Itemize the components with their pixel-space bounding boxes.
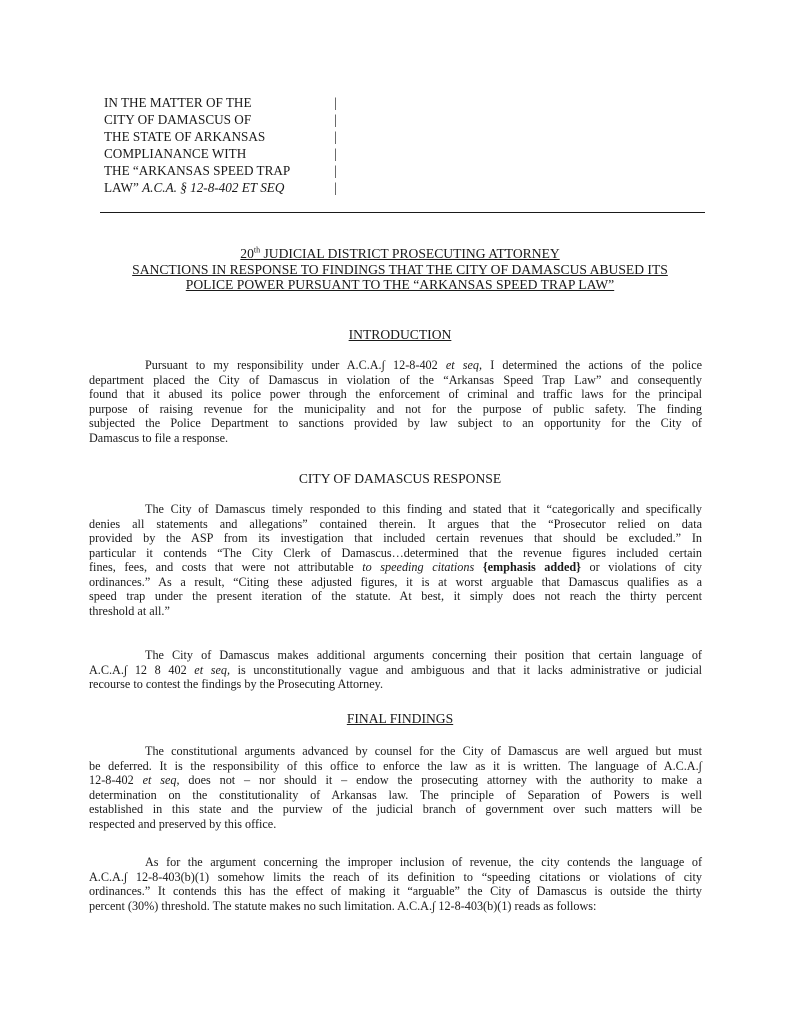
- paragraph-revenue: [89, 855, 702, 913]
- caption-law: LAW”: [104, 180, 139, 195]
- text-line: department placed the City of Damascus in violation of the “Arkansas Speed Trap Law” and consequently: [89, 372, 702, 387]
- text-line: A.C.A.∫ 12 8 402 et seq, is unconstitutionally vague and ambiguous and that it lacks administrative or judicial: [89, 662, 702, 677]
- text-line: determination on the constitutionality of Arkansas law. The principle of Separation of Powers is well: [89, 787, 702, 802]
- paragraph-response: [89, 502, 702, 618]
- section-findings-heading: FINAL FINDINGS: [346, 711, 454, 726]
- document-heading-line-1: [90, 246, 710, 261]
- text-line: The City of Damascus makes additional arguments concerning their position that certain language of: [145, 648, 702, 662]
- text-line: established in this state and the purview of the judicial branch of government over such matters will be: [89, 802, 702, 816]
- text-line: ordinances.” As a result, “Citing these adjusted figures, it is at worst arguable that Damascus qualifies as a: [89, 574, 702, 589]
- text-line: denies all statements and allegations” contained therein. It argues that the “Prosecutor relied on data: [89, 516, 702, 531]
- pipe-glyph: |: [334, 95, 337, 110]
- document-heading-line-3: POLICE POWER PURSUANT TO THE “ARKANSAS SPEED TRAP LAW”: [185, 277, 615, 292]
- caption-line: IN THE MATTER OF THE: [104, 95, 252, 110]
- case-caption: [104, 94, 319, 196]
- text-line: purpose of raising revenue for the municipality and not for the purpose of public safety. The finding: [89, 401, 702, 416]
- document-heading-line-2: SANCTIONS IN RESPONSE TO FINDINGS THAT THE CITY OF DAMASCUS ABUSED ITS: [132, 262, 668, 277]
- caption-line: CITY OF DAMASCUS OF: [104, 112, 252, 127]
- text-line: The City of Damascus timely responded to this finding and stated that it “categorically and specifically: [145, 502, 702, 516]
- paragraph-constitutional: [89, 744, 702, 831]
- heading-line-1-text: JUDICIAL DISTRICT PROSECUTING ATTORNEY: [260, 246, 560, 261]
- section-introduction-heading: INTRODUCTION: [348, 327, 452, 342]
- pipe-glyph: |: [334, 129, 337, 144]
- section-response-heading: CITY OF DAMASCUS RESPONSE: [298, 471, 502, 486]
- text-line: subjected the Police Department to sanctions provided by law subject to an opportunity for the City of: [89, 416, 702, 430]
- pipe-glyph: |: [334, 163, 337, 178]
- text-line: particular it contends “The City Clerk of Damascus…determined that the revenue figures included certain: [89, 545, 702, 560]
- text-line: be deferred. It is the responsibility of this office to enforce the law as it is written. The language of A.C.A.∫: [89, 758, 702, 773]
- pipe-glyph: |: [334, 146, 337, 161]
- heading-ordinal: th: [253, 245, 261, 255]
- text-line: recourse to contest the findings by the Prosecuting Attorney.: [89, 677, 384, 691]
- text-line: fines, fees, and costs that were not attributable to speeding citations {emphasis added} or violations of city: [89, 560, 703, 574]
- caption-divider: [334, 94, 337, 196]
- text-line: A.C.A.∫ 12-8-403(b)(1) somehow limits the reach of its definition to “speeding citations or violations of city: [89, 869, 702, 884]
- caption-rule: [100, 212, 705, 213]
- caption-line: [104, 179, 319, 196]
- text-line: threshold at all.”: [89, 603, 170, 618]
- text-line: Pursuant to my responsibility under A.C.A.∫ 12-8-402 et seq, I determined the actions of the police: [145, 358, 703, 372]
- caption-line: THE STATE OF ARKANSAS: [104, 129, 266, 144]
- text-line: respected and preserved by this office.: [89, 816, 277, 831]
- text-line: 12-8-402 et seq, does not – nor should it – endow the prosecuting attorney with the authority to make a: [89, 773, 702, 787]
- heading-district-number: 20: [240, 246, 254, 261]
- pipe-glyph: |: [334, 112, 337, 127]
- pipe-glyph: |: [334, 180, 337, 195]
- text-line: percent (30%) threshold. The statute makes no such limitation. A.C.A.∫ 12-8-403(b)(1) reads as follows:: [89, 898, 597, 913]
- text-line: The constitutional arguments advanced by counsel for the City of Damascus are well argued but must: [145, 744, 702, 758]
- caption-statute: A.C.A. § 12-8-402 ET SEQ: [142, 180, 285, 195]
- text-line: ordinances.” It contends this has the effect of making it “arguable” the City of Damascus is outside the thirty: [89, 884, 702, 898]
- text-line: speed trap under the present iteration of the statute. At best, it simply does not reach the thirty percent: [89, 589, 702, 603]
- caption-line: THE “ARKANSAS SPEED TRAP: [104, 163, 291, 178]
- text-line: Damascus to file a response.: [89, 430, 229, 445]
- paragraph-additional-arguments: [89, 648, 702, 692]
- text-line: found that it abused its police power through the enforcement of criminal and traffic laws for the principal: [89, 387, 702, 401]
- text-line: As for the argument concerning the improper inclusion of revenue, the city contends the language of: [145, 855, 702, 869]
- paragraph-introduction: [89, 358, 702, 445]
- text-line: provided by the ASP from its investigation that included certain revenues that should be excluded.” In: [89, 531, 702, 545]
- caption-line: COMPLIANANCE WITH: [104, 146, 247, 161]
